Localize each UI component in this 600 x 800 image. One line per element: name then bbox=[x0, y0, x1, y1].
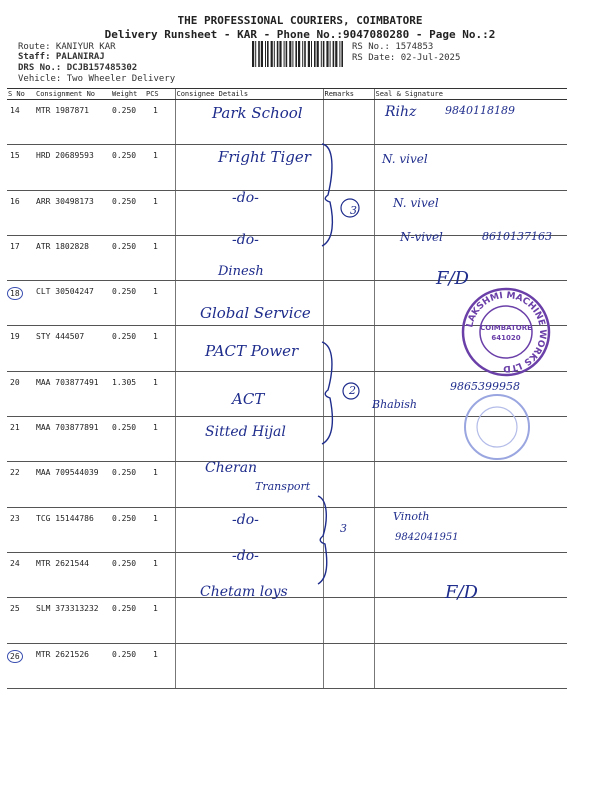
row-sno bbox=[7, 371, 35, 416]
row-consignment-no: MAA 703877891 bbox=[35, 417, 111, 462]
row-sno-value: 24 bbox=[10, 558, 20, 568]
rs-date: RS Date: 02-Jul-2025 bbox=[352, 53, 461, 63]
row-pcs: 1 bbox=[145, 235, 175, 280]
row-pcs: 1 bbox=[145, 507, 175, 552]
col-header-consignee: Consignee Details bbox=[175, 89, 323, 100]
row-consignment-no: ARR 30498173 bbox=[35, 190, 111, 235]
row-sno bbox=[7, 326, 35, 371]
row-seal-signature bbox=[374, 643, 567, 688]
hw-phone-17: 8610137163 bbox=[482, 230, 552, 243]
row-sno-value: 15 bbox=[10, 151, 20, 161]
row-weight: 0.250 bbox=[111, 190, 145, 235]
row-sno bbox=[7, 598, 35, 643]
row-consignment-no: ATR 1802828 bbox=[35, 235, 111, 280]
hw-consignee-21: ACT bbox=[232, 390, 265, 408]
row-sno bbox=[7, 100, 35, 145]
runsheet-title: Delivery Runsheet - KAR - Phone No.:9047080280 - Page No.:2 bbox=[104, 28, 496, 41]
seal-name: LAKSHMI MACHINE WORKS LTD bbox=[465, 290, 548, 374]
row-sno-value: 19 bbox=[10, 332, 20, 342]
seal-pin: 641020 bbox=[491, 334, 521, 342]
hw-sign-24: Vinoth bbox=[393, 510, 430, 523]
row-pcs: 1 bbox=[145, 326, 175, 371]
hw-sign-14: Rihz bbox=[385, 104, 417, 120]
row-remarks bbox=[323, 598, 374, 643]
hw-consignee-20: PACT Power bbox=[205, 342, 299, 360]
row-consignment-no: CLT 30504247 bbox=[35, 281, 111, 326]
hw-consignee-26: Chetam loys bbox=[200, 584, 288, 600]
company-name: THE PROFESSIONAL COURIERS, COIMBATORE bbox=[177, 14, 423, 27]
row-consignment-no: SLM 373313232 bbox=[35, 598, 111, 643]
row-weight: 0.250 bbox=[111, 326, 145, 371]
row-sno-value: 23 bbox=[10, 513, 20, 523]
hw-remark-16: 3 bbox=[350, 204, 357, 217]
row-remarks bbox=[323, 643, 374, 688]
row-consignment-no: MTR 2621544 bbox=[35, 552, 111, 597]
row-weight: 0.250 bbox=[111, 235, 145, 280]
row-pcs: 1 bbox=[145, 281, 175, 326]
row-pcs: 1 bbox=[145, 552, 175, 597]
row-sno bbox=[7, 507, 35, 552]
hw-sign-18: F/D bbox=[436, 268, 469, 289]
hw-sign-17: N-vivel bbox=[400, 230, 443, 244]
row-weight: 0.250 bbox=[111, 281, 145, 326]
row-weight: 1.305 bbox=[111, 371, 145, 416]
row-seal-signature bbox=[374, 598, 567, 643]
row-pcs: 1 bbox=[145, 598, 175, 643]
row-sno bbox=[7, 643, 35, 688]
vehicle-label: Vehicle: Two Wheeler Delivery bbox=[18, 74, 176, 84]
table-row bbox=[7, 643, 567, 688]
hw-consignee-15: Fright Tiger bbox=[218, 148, 311, 166]
row-consignment-no: STY 444507 bbox=[35, 326, 111, 371]
hw-consignee-18: Dinesh bbox=[218, 264, 264, 279]
row-pcs: 1 bbox=[145, 643, 175, 688]
row-consignment-no: MTR 2621526 bbox=[35, 643, 111, 688]
rs-number: RS No.: 1574853 bbox=[352, 42, 434, 52]
row-consignment-no: HRD 20689593 bbox=[35, 145, 111, 190]
row-sno-value: 16 bbox=[10, 196, 20, 206]
row-weight: 0.250 bbox=[111, 462, 145, 507]
faded-seal-icon bbox=[462, 392, 532, 462]
row-consignment-no: MAA 709544039 bbox=[35, 462, 111, 507]
row-consignment-no: MAA 703877491 bbox=[35, 371, 111, 416]
hw-consignee-16: -do- bbox=[232, 190, 259, 206]
row-sno-value: 20 bbox=[10, 377, 20, 387]
hw-phone-21: 9865399958 bbox=[450, 380, 520, 393]
hw-consignee-23-line2: Transport bbox=[255, 480, 311, 493]
route-label: Route: KANIYUR KAR bbox=[18, 42, 116, 52]
row-pcs: 1 bbox=[145, 145, 175, 190]
row-pcs: 1 bbox=[145, 100, 175, 145]
row-remarks bbox=[323, 100, 374, 145]
row-sno-value: 18 bbox=[7, 287, 23, 300]
hw-sign-26: F/D bbox=[445, 582, 478, 603]
drs-label: DRS No.: DCJB157485302 bbox=[18, 63, 138, 73]
row-sno bbox=[7, 235, 35, 280]
hw-phone-25: 9842041951 bbox=[395, 532, 459, 543]
remark-circle-16-icon bbox=[338, 196, 362, 220]
row-sno-value: 26 bbox=[7, 650, 23, 663]
col-header-remarks: Remarks bbox=[323, 89, 374, 100]
col-header-signature: Seal & Signature bbox=[374, 89, 567, 100]
row-sno bbox=[7, 145, 35, 190]
row-sno-value: 14 bbox=[10, 106, 20, 115]
col-header-consignment: Consignment No bbox=[35, 89, 111, 100]
row-sno-value: 25 bbox=[10, 604, 20, 614]
row-consignment-no: MTR 1987871 bbox=[35, 100, 111, 145]
table-row bbox=[7, 507, 567, 552]
table-row bbox=[7, 598, 567, 643]
hw-consignee-19: Global Service bbox=[200, 304, 311, 322]
hw-consignee-23: Cheran bbox=[205, 460, 258, 476]
hw-consignee-14: Park School bbox=[212, 104, 303, 122]
hw-consignee-17: -do- bbox=[232, 232, 259, 248]
row-consignment-no: TCG 15144786 bbox=[35, 507, 111, 552]
row-sno bbox=[7, 552, 35, 597]
bracket-rows-23-25-icon bbox=[314, 492, 340, 588]
row-weight: 0.250 bbox=[111, 552, 145, 597]
row-sno-value: 21 bbox=[10, 423, 20, 433]
hw-remark-24: 3 bbox=[340, 522, 347, 535]
hw-consignee-22: Sitted Hijal bbox=[205, 424, 286, 440]
row-consignee-details bbox=[175, 598, 323, 643]
hw-phone-14: 9840118189 bbox=[445, 104, 515, 117]
table-header-row bbox=[7, 89, 567, 100]
remark-circle-21-icon bbox=[340, 380, 362, 402]
hw-sign-15: N. vivel bbox=[382, 152, 428, 166]
company-seal-icon bbox=[460, 286, 552, 378]
row-sno bbox=[7, 417, 35, 462]
row-pcs: 1 bbox=[145, 190, 175, 235]
row-remarks bbox=[323, 281, 374, 326]
row-weight: 0.250 bbox=[111, 145, 145, 190]
col-header-sno: S No bbox=[7, 89, 35, 100]
hw-sign-16: N. vivel bbox=[393, 196, 439, 210]
row-weight: 0.250 bbox=[111, 417, 145, 462]
row-pcs: 1 bbox=[145, 417, 175, 462]
hw-consignee-25: -do- bbox=[232, 548, 259, 564]
row-consignee-details bbox=[175, 643, 323, 688]
row-weight: 0.250 bbox=[111, 100, 145, 145]
barcode-icon bbox=[250, 40, 348, 68]
row-sno bbox=[7, 281, 35, 326]
col-header-weight: Weight bbox=[111, 89, 145, 100]
row-seal-signature bbox=[374, 462, 567, 507]
staff-label: Staff: PALANIRAJ bbox=[18, 52, 105, 62]
row-sno-value: 17 bbox=[10, 241, 20, 251]
hw-sign-21: Bhabish bbox=[372, 398, 418, 411]
bracket-rows-15-17-icon bbox=[318, 140, 344, 250]
hw-consignee-24: -do- bbox=[232, 512, 259, 528]
row-weight: 0.250 bbox=[111, 643, 145, 688]
row-sno bbox=[7, 190, 35, 235]
hw-remark-21: 2 bbox=[349, 384, 356, 397]
row-weight: 0.250 bbox=[111, 598, 145, 643]
row-sno bbox=[7, 462, 35, 507]
seal-city: COIMBATORE bbox=[480, 324, 532, 332]
row-sno-value: 22 bbox=[10, 468, 20, 478]
row-pcs: 1 bbox=[145, 371, 175, 416]
row-pcs: 1 bbox=[145, 462, 175, 507]
row-weight: 0.250 bbox=[111, 507, 145, 552]
table-row bbox=[7, 190, 567, 235]
col-header-pcs: PCS bbox=[145, 89, 175, 100]
